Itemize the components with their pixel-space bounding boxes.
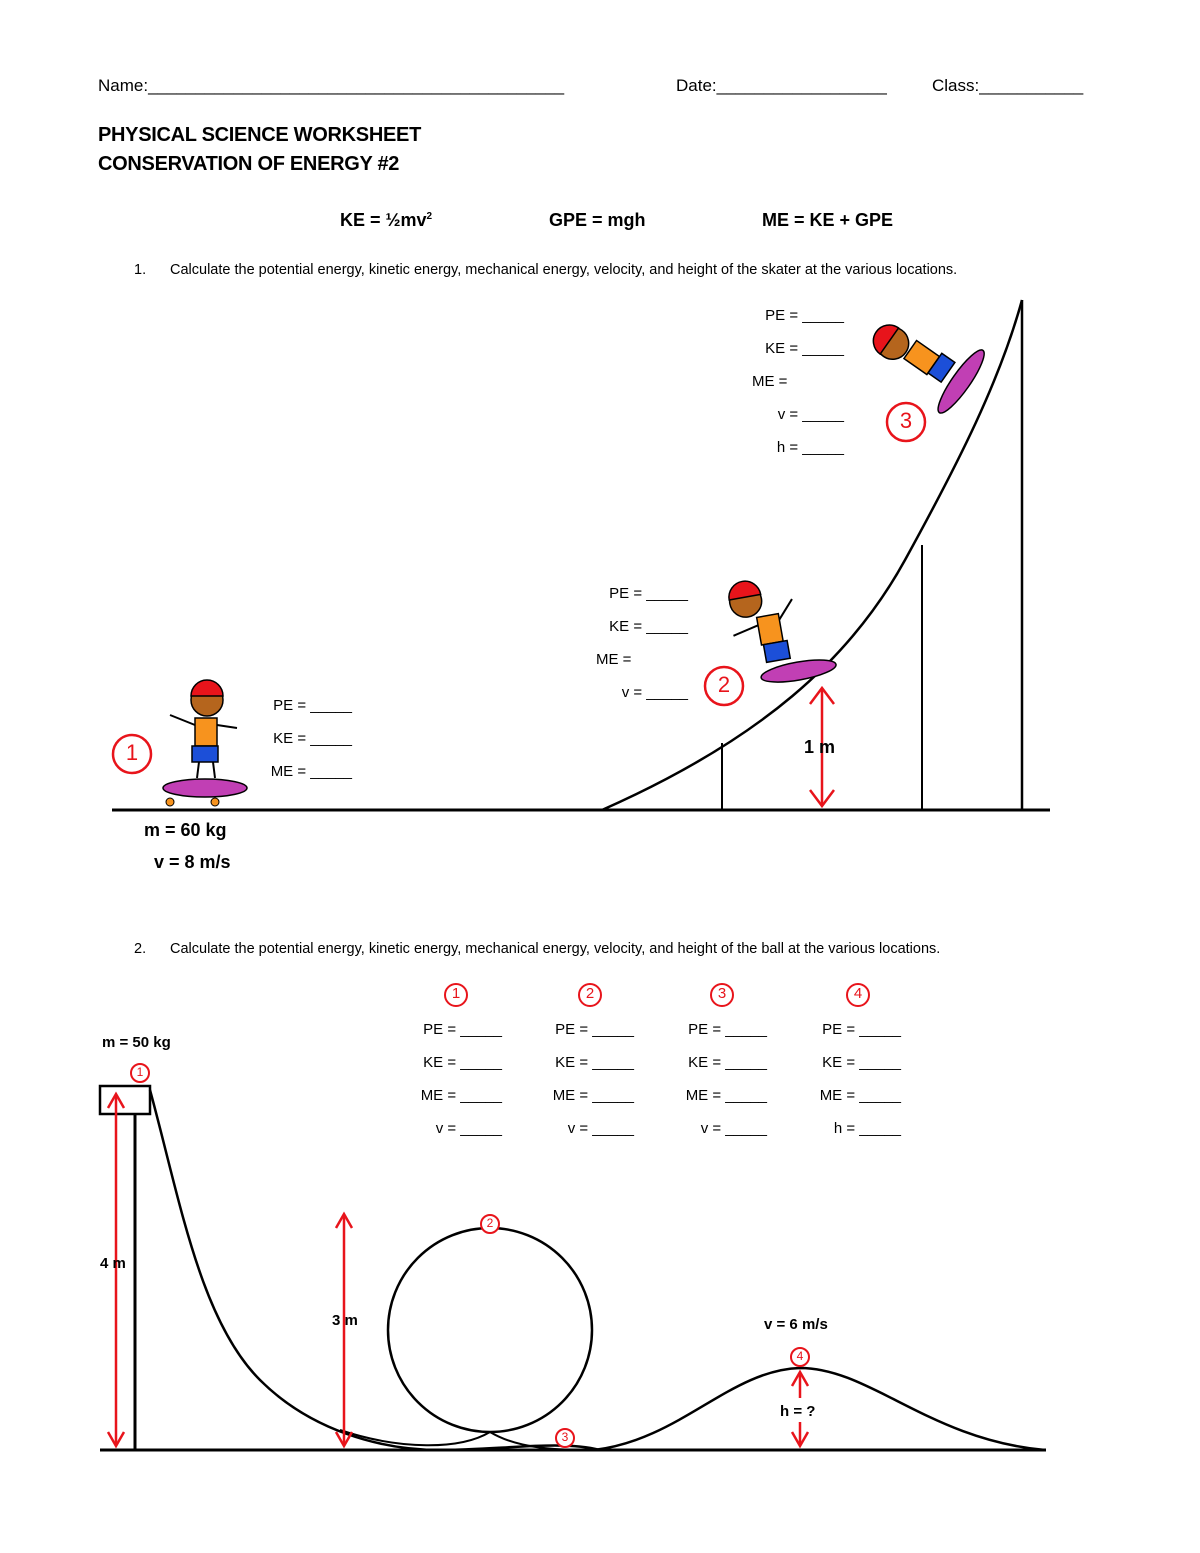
- name-field[interactable]: Name:____________________________________________: [98, 76, 565, 95]
- col3-pe: PE = _____: [688, 1021, 767, 1038]
- track-point-3-number: 3: [561, 1430, 569, 1444]
- loc3-h: h = _____: [776, 439, 844, 456]
- col1-v: v = _____: [435, 1120, 502, 1137]
- worksheet-subtitle: CONSERVATION OF ENERGY #2: [98, 153, 400, 175]
- col4-h: h = _____: [833, 1120, 901, 1137]
- col2-v: v = _____: [567, 1120, 634, 1137]
- skater-3-illustration: [859, 294, 990, 418]
- loc2-v: v = _____: [621, 684, 688, 701]
- question-2-number: 2.: [134, 941, 147, 957]
- skater-mass: m = 60 kg: [144, 820, 227, 840]
- loc3-pe: PE = _____: [765, 307, 844, 324]
- height-label-4m: 4 m: [100, 1255, 126, 1272]
- col4-ke: KE = _____: [822, 1054, 901, 1071]
- question-1-text: Calculate the potential energy, kinetic energy, mechanical energy, velocity, and height of the skater at the various locations.: [170, 262, 958, 278]
- marker-1-label: 1: [125, 740, 139, 765]
- col3-v: v = _____: [700, 1120, 767, 1137]
- height-label-3m: 3 m: [332, 1312, 358, 1329]
- track-point-1-number: 1: [136, 1065, 144, 1079]
- loc2-ke: KE = _____: [609, 618, 688, 635]
- loc3-v: v = _____: [777, 406, 844, 423]
- column-2-number: 2: [585, 985, 595, 1002]
- marker-2-label: 2: [717, 672, 731, 697]
- col1-pe: PE = _____: [423, 1021, 502, 1038]
- loc2-me: ME =: [596, 651, 632, 668]
- skater-2-illustration: [724, 568, 837, 690]
- col1-ke: KE = _____: [423, 1054, 502, 1071]
- loop-track: [388, 1228, 592, 1432]
- date-field[interactable]: Date:__________________: [676, 76, 887, 95]
- me-equation: ME = KE + GPE: [762, 210, 894, 230]
- col2-ke: KE = _____: [555, 1054, 634, 1071]
- ke-equation: KE = $\frac{1}{2}mv^2$: [340, 210, 433, 230]
- loc1-ke: KE = _____: [273, 730, 352, 747]
- loc1-pe: PE = _____: [273, 697, 352, 714]
- question-1-number: 1.: [134, 262, 147, 278]
- col3-ke: KE = _____: [688, 1054, 767, 1071]
- track-point-2-number: 2: [486, 1216, 494, 1230]
- loc2-pe: PE = _____: [609, 585, 688, 602]
- skater-1-illustration: [163, 680, 247, 806]
- start-platform: [100, 1086, 150, 1114]
- loc3-ke: KE = _____: [765, 340, 844, 357]
- worksheet-title: PHYSICAL SCIENCE WORKSHEET: [98, 124, 421, 146]
- drop-track: [150, 1090, 600, 1450]
- hump-velocity: v = 6 m/s: [764, 1316, 828, 1333]
- question-2-text: Calculate the potential energy, kinetic energy, mechanical energy, velocity, and height of the ball at the various locations.: [170, 941, 941, 957]
- skater-velocity: v = 8 m/s: [154, 852, 231, 872]
- col2-me: ME = _____: [552, 1087, 634, 1104]
- loc1-me: ME = _____: [270, 763, 352, 780]
- hump-height-unknown: h = ?: [780, 1403, 816, 1420]
- hump-track: [594, 1368, 1045, 1450]
- column-1-number: 1: [451, 985, 461, 1002]
- height-label-1m: 1 m: [804, 737, 836, 757]
- height-arrow-3m: [336, 1214, 352, 1446]
- col4-pe: PE = _____: [822, 1021, 901, 1038]
- column-3-number: 3: [717, 985, 727, 1002]
- col4-me: ME = _____: [819, 1087, 901, 1104]
- gpe-equation: GPE = mgh: [549, 210, 646, 230]
- track-point-4-number: 4: [796, 1349, 804, 1363]
- col2-pe: PE = _____: [555, 1021, 634, 1038]
- loop-entry: [340, 1430, 490, 1445]
- col3-me: ME = _____: [685, 1087, 767, 1104]
- class-field[interactable]: Class:___________: [932, 76, 1084, 95]
- ball-mass: m = 50 kg: [102, 1034, 171, 1051]
- column-4-number: 4: [853, 985, 863, 1002]
- marker-3-label: 3: [899, 408, 913, 433]
- col1-me: ME = _____: [420, 1087, 502, 1104]
- loc3-me: ME =: [752, 373, 788, 390]
